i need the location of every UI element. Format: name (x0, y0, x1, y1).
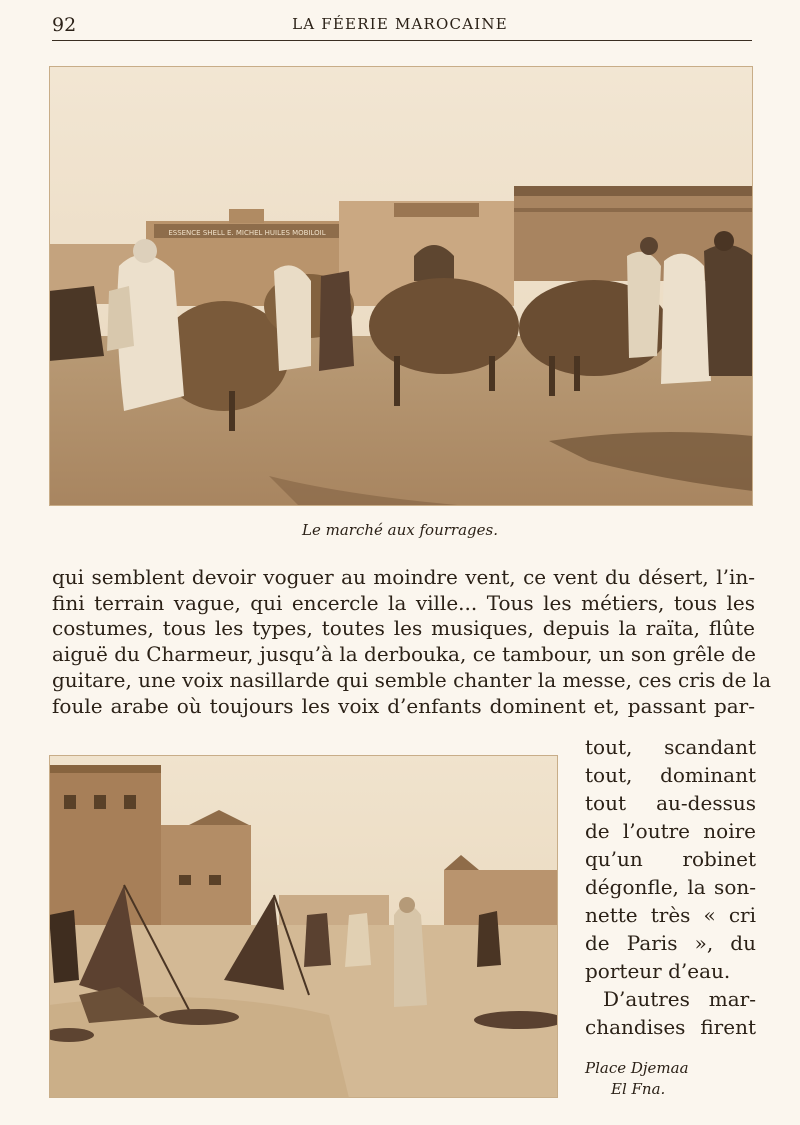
caption-line: El Fna. (611, 1080, 666, 1098)
side-line: qu’un robinet (585, 847, 756, 871)
body-line: costumes, tous les types, toutes les musiques, depuis la raïta, flûte (52, 616, 755, 641)
photo-djemaa-el-fna (49, 755, 558, 1098)
side-line: de Paris », du (585, 931, 756, 955)
side-line: tout, scandant (585, 735, 756, 759)
photo-fodder-market (49, 66, 753, 506)
page-number: 92 (52, 14, 77, 36)
header-rule (52, 40, 752, 41)
caption-line: Place Djemaa (585, 1059, 689, 1077)
djemaa-el-fna-illustration (49, 755, 558, 1098)
side-column-text (585, 733, 756, 1041)
fodder-market-illustration (49, 66, 753, 506)
side-line: tout, dominant (585, 763, 756, 787)
caption-fodder-market: Le marché aux fourrages. (302, 521, 498, 539)
body-line: fini terrain vague, qui encercle la ville... Tous les métiers, tous les (52, 590, 755, 615)
side-line: de l’outre noire (585, 819, 756, 843)
side-line: porteur d’eau. (585, 959, 731, 983)
side-line: dégonfle, la son- (585, 875, 756, 899)
shop-sign-text: ESSENCE SHELL E. MICHEL HUILES MOBILOIL (168, 229, 326, 237)
body-line: guitare, une voix nasillarde qui semble chanter la messe, ces cris de la (52, 667, 772, 692)
running-title: LA FÉERIE MAROCAINE (292, 15, 508, 33)
body-line: foule arabe où toujours les voix d’enfants dominent et, passant par- (52, 693, 755, 718)
body-line: qui semblent devoir voguer au moindre vent, ce vent du désert, l’in- (52, 565, 755, 589)
side-line: nette très « cri (585, 903, 756, 927)
body-paragraph (52, 565, 772, 719)
body-line: aiguë du Charmeur, jusqu’à la derbouka, ce tambour, un son grêle de (52, 642, 756, 667)
caption-djemaa-el-fna (585, 1058, 689, 1100)
side-line: D’autres mar- (603, 987, 756, 1011)
side-line: tout au-dessus (585, 791, 756, 815)
side-line: chandises firent (585, 1015, 756, 1039)
